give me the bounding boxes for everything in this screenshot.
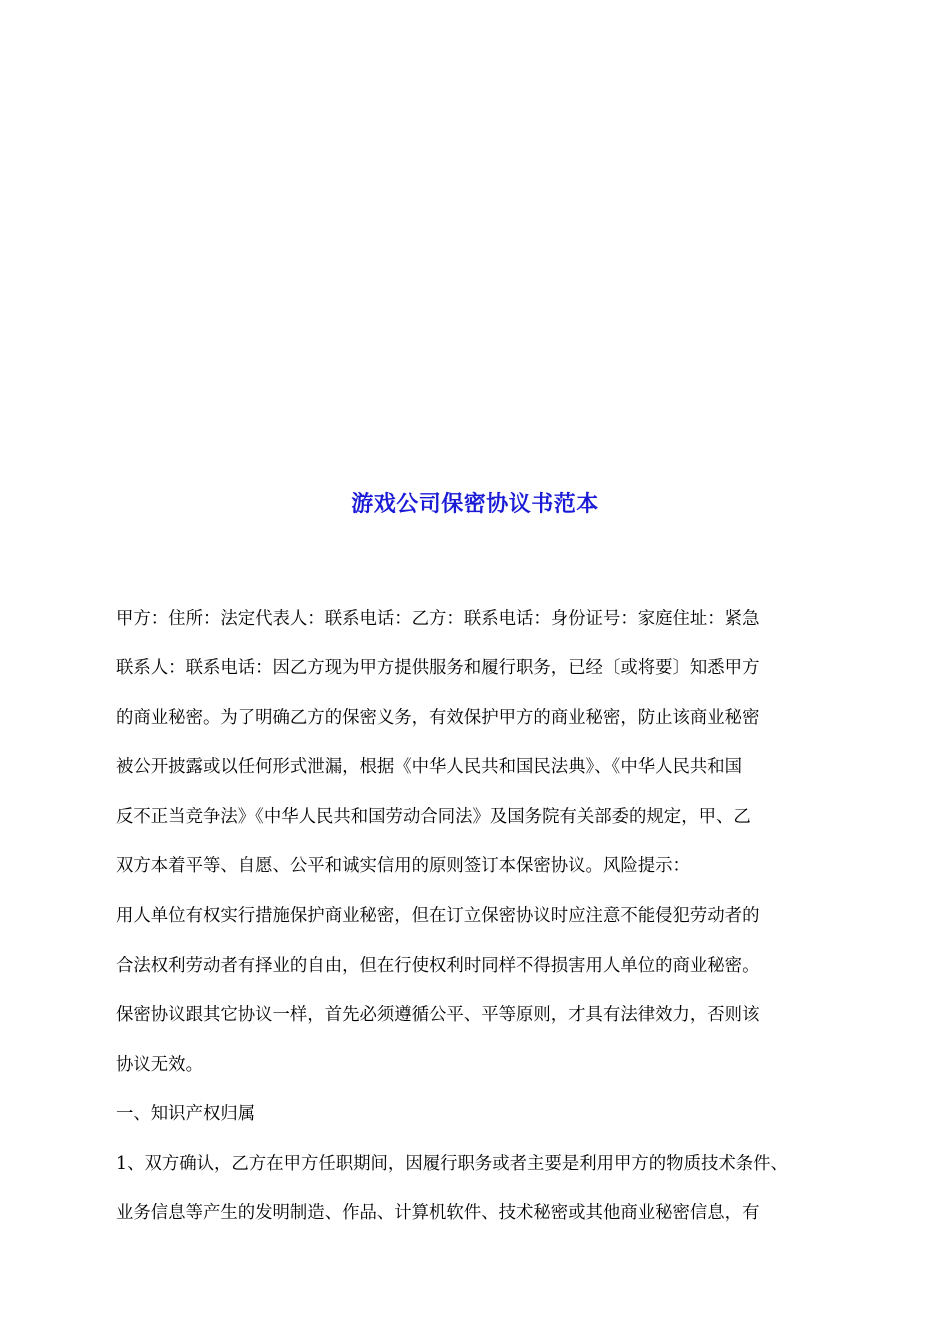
body-line: 甲方：住所：法定代表人：联系电话：乙方：联系电话：身份证号：家庭住址：紧急 <box>116 609 760 629</box>
body-line: 联系人：联系电话：因乙方现为甲方提供服务和履行职务，已经〔或将要〕知悉甲方 <box>116 658 760 678</box>
body-line: 反不正当竞争法》《中华人民共和国劳动合同法》及国务院有关部委的规定，甲、乙 <box>116 807 751 827</box>
body-line: 协议无效。 <box>116 1055 203 1075</box>
body-line: 的商业秘密。为了明确乙方的保密义务，有效保护甲方的商业秘密，防止该商业秘密 <box>116 708 760 728</box>
section-heading: 一、知识产权归属 <box>116 1104 256 1124</box>
body-line: 双方本着平等、自愿、公平和诚实信用的原则签订本保密协议。风险提示： <box>116 856 690 876</box>
document-title: 游戏公司保密协议书范本 <box>351 491 599 517</box>
body-line: 合法权利劳动者有择业的自由，但在行使权利时同样不得损害用人单位的商业秘密。 <box>116 956 760 976</box>
body-line: 保密协议跟其它协议一样，首先必须遵循公平、平等原则，才具有法律效力，否则该 <box>116 1005 760 1025</box>
body-line: 1、双方确认，乙方在甲方任职期间，因履行职务或者主要是利用甲方的物质技术条件、 <box>116 1154 788 1174</box>
body-line: 被公开披露或以任何形式泄漏，根据《中华人民共和国民法典》、《中华人民共和国 <box>116 757 743 777</box>
body-line: 用人单位有权实行措施保护商业秘密，但在订立保密协议时应注意不能侵犯劳动者的 <box>116 906 760 926</box>
body-line: 业务信息等产生的发明制造、作品、计算机软件、技术秘密或其他商业秘密信息，有 <box>116 1203 760 1223</box>
